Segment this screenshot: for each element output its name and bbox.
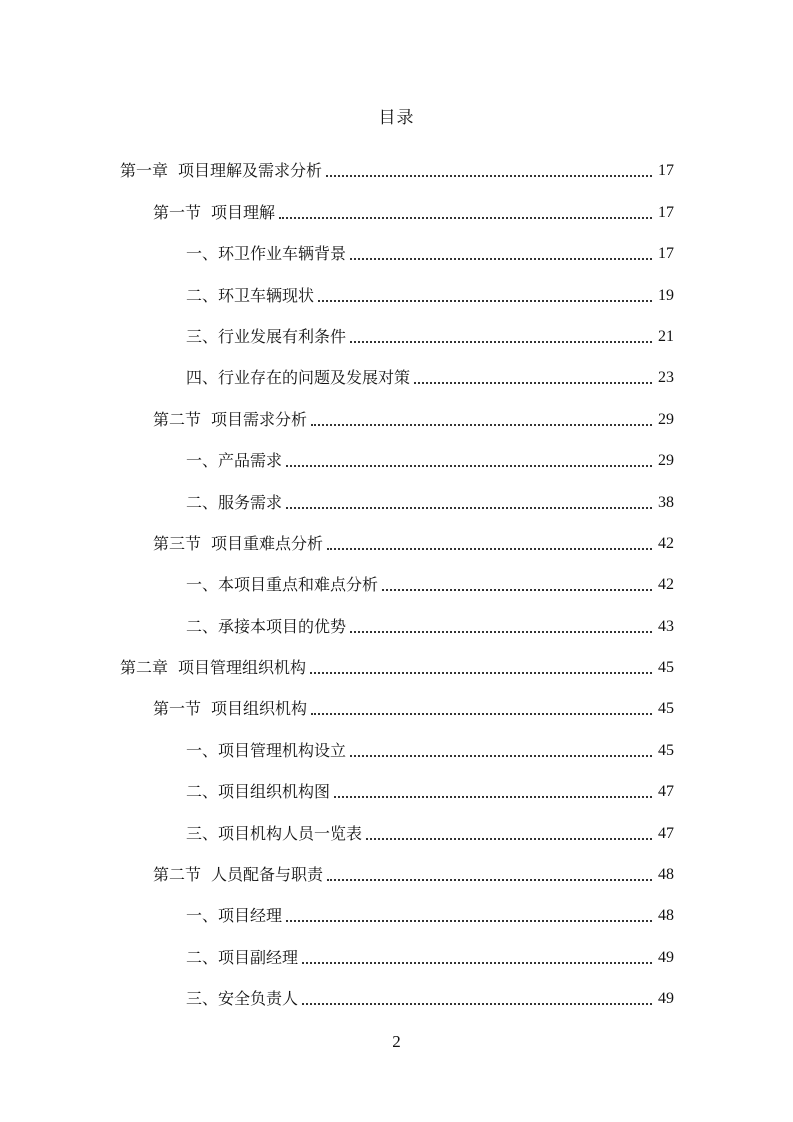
dot-leader: [310, 668, 652, 674]
toc-entry-label: 项目需求分析: [211, 409, 308, 429]
toc-entry-text: [186, 823, 362, 845]
toc-entry-label: 二、项目组织机构图: [186, 782, 331, 802]
toc-entry-page-number: 23: [658, 369, 674, 387]
dot-leader: [366, 834, 652, 840]
toc-entry-page-number: 47: [658, 783, 674, 801]
toc-section-entry[interactable]: [0, 679, 793, 720]
toc-entry-number: 第一节: [153, 699, 202, 719]
toc-entry-text: [186, 574, 378, 596]
toc-subsection-entry[interactable]: [0, 265, 793, 306]
dot-leader: [350, 627, 652, 633]
dot-leader: [318, 296, 652, 302]
toc-entry-label: 一、项目经理: [186, 906, 283, 926]
dot-leader: [286, 461, 652, 467]
toc-subsection-entry[interactable]: [0, 762, 793, 803]
toc-entry-label: 二、环卫车辆现状: [186, 285, 315, 305]
table-of-contents: [0, 141, 793, 1010]
toc-entry-page-number: 17: [658, 245, 674, 263]
toc-entry-page-number: 43: [658, 617, 674, 635]
dot-leader: [286, 916, 652, 922]
toc-entry-label: 三、项目机构人员一览表: [186, 823, 363, 843]
toc-entry-text: [186, 740, 346, 762]
toc-section-entry[interactable]: [0, 182, 793, 223]
toc-entry-text: [120, 657, 306, 679]
toc-entry-text: [186, 450, 282, 472]
toc-entry-text: [153, 864, 323, 886]
toc-entry-text: [153, 698, 307, 720]
toc-subsection-entry[interactable]: [0, 969, 793, 1010]
toc-entry-text: [186, 367, 410, 389]
toc-entry-label: 二、项目副经理: [186, 947, 299, 967]
toc-entry-text: [186, 781, 330, 803]
dot-leader: [327, 544, 652, 550]
toc-entry-label: 项目组织机构: [211, 699, 308, 719]
toc-entry-text: [186, 988, 298, 1010]
toc-section-entry[interactable]: [0, 514, 793, 555]
toc-entry-text: [186, 616, 346, 638]
toc-subsection-entry[interactable]: [0, 472, 793, 513]
toc-entry-text: [186, 285, 314, 307]
toc-entry-page-number: 45: [658, 741, 674, 759]
toc-title: 目录: [378, 108, 415, 128]
toc-entry-text: [186, 492, 282, 514]
toc-entry-label: 项目管理组织机构: [178, 658, 307, 678]
toc-entry-page-number: 38: [658, 493, 674, 511]
toc-entry-page-number: 45: [658, 700, 674, 718]
toc-entry-text: [186, 326, 346, 348]
dot-leader: [279, 213, 652, 219]
toc-entry-page-number: 19: [658, 286, 674, 304]
dot-leader: [414, 378, 652, 384]
dot-leader: [302, 958, 652, 964]
toc-chapter-entry[interactable]: [0, 638, 793, 679]
toc-entry-label: 三、安全负责人: [186, 989, 299, 1009]
toc-entry-number: 第二节: [153, 409, 202, 429]
toc-entry-page-number: 48: [658, 907, 674, 925]
toc-entry-text: [186, 947, 298, 969]
toc-entry-page-number: 17: [658, 203, 674, 221]
toc-subsection-entry[interactable]: [0, 555, 793, 596]
toc-entry-page-number: 45: [658, 659, 674, 677]
toc-entry-label: 二、承接本项目的优势: [186, 616, 347, 636]
toc-entry-label: 一、项目管理机构设立: [186, 740, 347, 760]
dot-leader: [311, 420, 652, 426]
toc-subsection-entry[interactable]: [0, 886, 793, 927]
toc-entry-label: 二、服务需求: [186, 492, 283, 512]
toc-entry-label: 一、本项目重点和难点分析: [186, 575, 379, 595]
toc-entry-number: 第三节: [153, 533, 202, 553]
toc-entry-page-number: 47: [658, 824, 674, 842]
dot-leader: [311, 709, 652, 715]
toc-subsection-entry[interactable]: [0, 596, 793, 637]
toc-entry-page-number: 29: [658, 410, 674, 428]
toc-chapter-entry[interactable]: [0, 141, 793, 182]
toc-entry-page-number: 48: [658, 866, 674, 884]
dot-leader: [350, 254, 652, 260]
toc-subsection-entry[interactable]: [0, 348, 793, 389]
page-number: 2: [392, 1032, 401, 1051]
toc-entry-label: 人员配备与职责: [211, 865, 324, 885]
toc-entry-text: [153, 202, 275, 224]
dot-leader: [350, 337, 652, 343]
dot-leader: [326, 171, 652, 177]
toc-entry-text: [186, 905, 282, 927]
dot-leader: [334, 792, 652, 798]
toc-subsection-entry[interactable]: [0, 927, 793, 968]
toc-entry-label: 项目重难点分析: [211, 533, 324, 553]
toc-entry-label: 项目理解: [211, 202, 276, 222]
toc-entry-page-number: 42: [658, 534, 674, 552]
toc-subsection-entry[interactable]: [0, 224, 793, 265]
toc-subsection-entry[interactable]: [0, 803, 793, 844]
toc-entry-label: 项目理解及需求分析: [178, 161, 323, 181]
toc-entry-label: 一、产品需求: [186, 451, 283, 471]
dot-leader: [350, 751, 652, 757]
toc-entry-page-number: 29: [658, 452, 674, 470]
toc-section-entry[interactable]: [0, 389, 793, 430]
toc-section-entry[interactable]: [0, 845, 793, 886]
toc-entry-text: [153, 409, 307, 431]
toc-entry-number: 第二节: [153, 865, 202, 885]
toc-entry-text: [153, 533, 323, 555]
toc-entry-label: 四、行业存在的问题及发展对策: [186, 368, 411, 388]
toc-entry-number: 第一章: [120, 161, 169, 181]
toc-entry-label: 一、环卫作业车辆背景: [186, 244, 347, 264]
toc-entry-text: [120, 160, 322, 182]
toc-entry-label: 三、行业发展有利条件: [186, 326, 347, 346]
dot-leader: [382, 585, 652, 591]
toc-entry-page-number: 49: [658, 948, 674, 966]
dot-leader: [302, 999, 652, 1005]
toc-entry-text: [186, 243, 346, 265]
toc-entry-number: 第二章: [120, 658, 169, 678]
dot-leader: [286, 503, 652, 509]
toc-subsection-entry[interactable]: [0, 720, 793, 761]
dot-leader: [327, 875, 652, 881]
toc-subsection-entry[interactable]: [0, 307, 793, 348]
toc-entry-page-number: 17: [658, 162, 674, 180]
toc-subsection-entry[interactable]: [0, 431, 793, 472]
toc-entry-number: 第一节: [153, 202, 202, 222]
toc-entry-page-number: 42: [658, 576, 674, 594]
toc-entry-page-number: 21: [658, 327, 674, 345]
toc-entry-page-number: 49: [658, 990, 674, 1008]
